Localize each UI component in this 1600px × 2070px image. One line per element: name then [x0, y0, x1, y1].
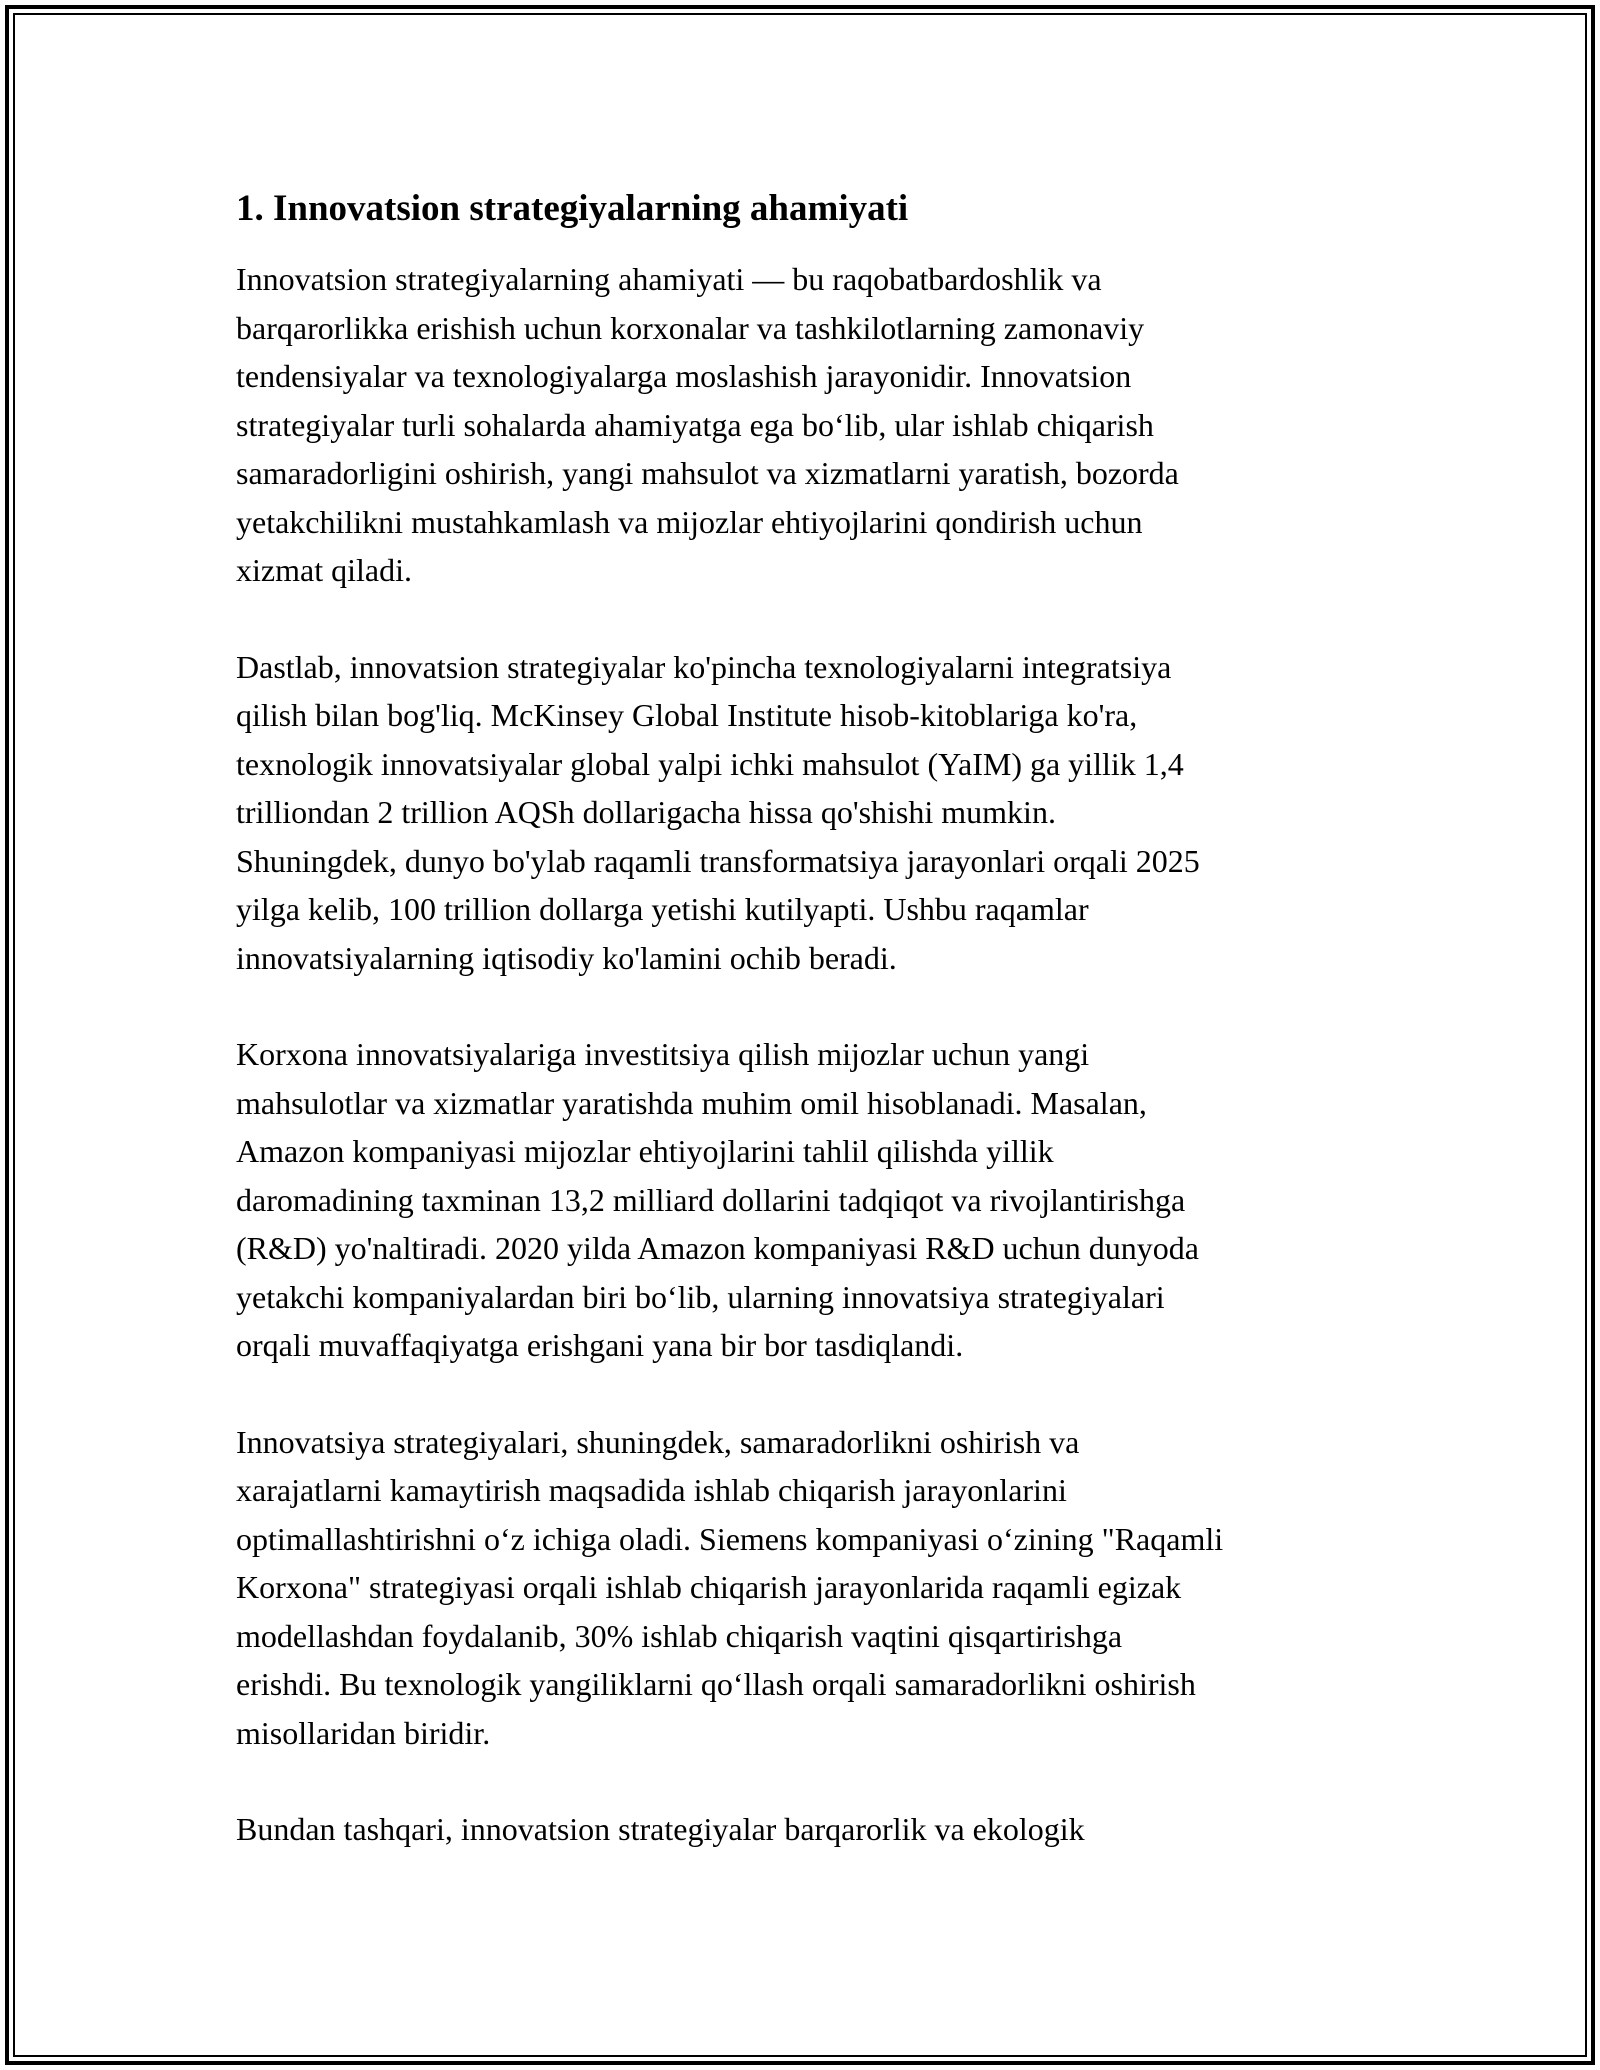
paragraph-2: Dastlab, innovatsion strategiyalar ko'pincha texnologiyalarni integratsiya qilish bilan bog'liq. McKinsey Global Institute hisob-kitoblariga ko'ra, texnologik innovatsiyalar global yalpi ichki mahsulot (YaIM) ga yillik 1,4 trilliondan 2 trillion AQSh dollarigacha hissa qo'shishi mumkin. Shuningdek, dunyo bo'ylab raqamli transformatsiya jarayonlari orqali 2025 yilga kelib, 100 trillion dollarga yetishi kutilyapti. Ushbu raqamlar innovatsiyalarning iqtisodiy ko'lamini ochib beradi.: [236, 648, 1200, 976]
paragraph-1: Innovatsion strategiyalarning ahamiyati — bu raqobatbardoshlik va barqarorlikka erishish uchun korxonalar va tashkilotlarning zamonaviy tendensiyalar va texnologiyalarga moslashish jarayonidir. Innovatsion strategiyalar turli sohalarda ahamiyatga ega boʻlib, ular ishlab chiqarish samaradorligini oshirish, yangi mahsulot va xizmatlarni yaratish, bozorda yetakchilikni mustahkamlash va mijozlar ehtiyojlarini qondirish uchun xizmat qiladi.: [236, 261, 1179, 589]
paragraph-3: Korxona innovatsiyalariga investitsiya qilish mijozlar uchun yangi mahsulotlar va xizmatlar yaratishda muhim omil hisoblanadi. Masalan, Amazon kompaniyasi mijozlar ehtiyojlarini tahlil qilishda yillik daromadining taxminan 13,2 milliard dollarini tadqiqot va rivojlantirishga (R&D) yo'naltiradi. 2020 yilda Amazon kompaniyasi R&D uchun dunyoda yetakchi kompaniyalardan biri boʻlib, ularning innovatsiya strategiyalari orqali muvaffaqiyatga erishgani yana bir bor tasdiqlandi.: [236, 1036, 1199, 1364]
section-heading: 1. Innovatsion strategiyalarning ahamiyati: [236, 188, 909, 229]
document-body: [236, 185, 1376, 1902]
paragraph-4: Innovatsiya strategiyalari, shuningdek, samaradorlikni oshirish va xarajatlarni kamaytirish maqsadida ishlab chiqarish jarayonlarini optimallashtirishni oʻz ichiga oladi. Siemens kompaniyasi oʻzining "Raqamli Korxona" strategiyasi orqali ishlab chiqarish jarayonlarida raqamli egizak modellashdan foydalanib, 30% ishlab chiqarish vaqtini qisqartirishga erishdi. Bu texnologik yangiliklarni qoʻllash orqali samaradorlikni oshirish misollaridan biridir.: [236, 1423, 1224, 1751]
paragraph-5: Bundan tashqari, innovatsion strategiyalar barqarorlik va ekologik: [236, 1811, 1085, 1848]
